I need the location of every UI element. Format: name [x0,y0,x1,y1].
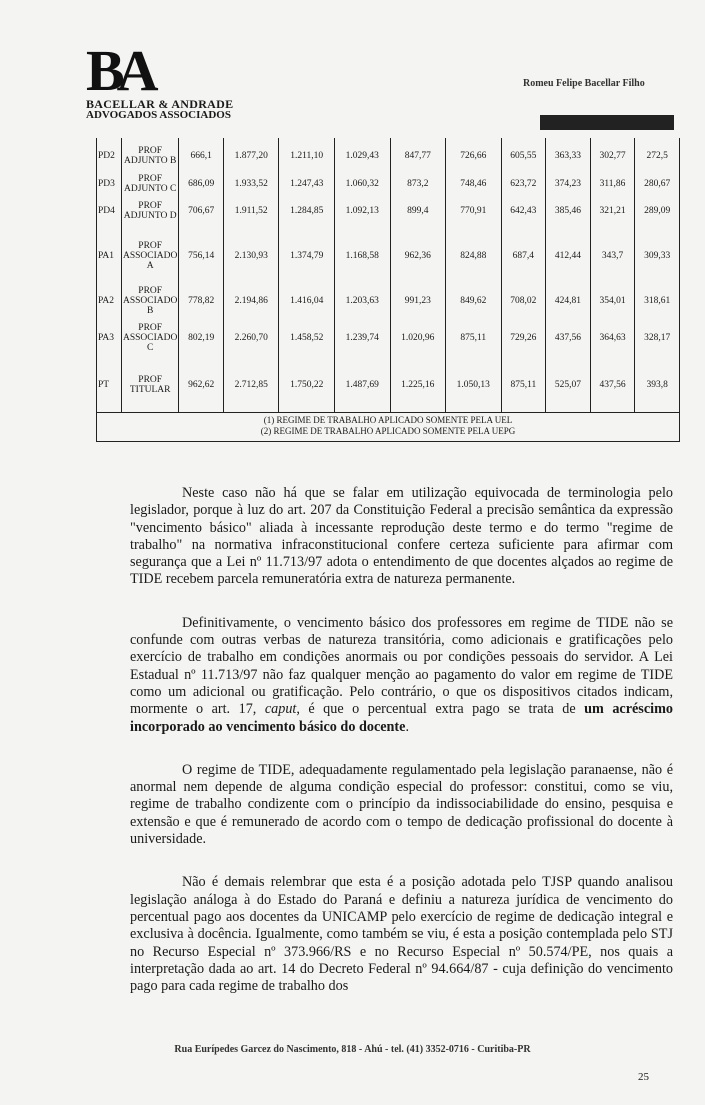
table-cell: 729,26 [501,318,546,358]
table-cell: 2.260,70 [223,318,279,358]
table-row [97,174,680,194]
table-cell: 875,11 [501,358,546,412]
table-cell: 1.225,16 [390,358,446,412]
table-cell: 726,66 [446,138,502,174]
table-cell: 1.284,85 [279,194,335,228]
table-cell: 1.203,63 [335,284,391,318]
table-cell: 875,11 [446,318,502,358]
table-cell: 873,2 [390,174,446,194]
table-cell: 393,8 [635,358,680,412]
table-cell: 686,09 [179,174,224,194]
table-cell: 770,91 [446,194,502,228]
table-cell: 1.211,10 [279,138,335,174]
row-code: PD4 [97,194,122,228]
table-cell: 687,4 [501,228,546,284]
logo-firm-subtitle: ADVOGADOS ASSOCIADOS [86,109,231,121]
table-cell: 437,56 [546,318,591,358]
table-cell: 1.029,43 [335,138,391,174]
paragraph-2 [130,615,673,736]
table-row [97,318,680,358]
row-title: PROF ASSOCIADO B [123,286,178,316]
row-code: PA1 [97,228,122,284]
table-cell: 385,46 [546,194,591,228]
table-cell: 412,44 [546,228,591,284]
table-cell: 2.130,93 [223,228,279,284]
row-title: PROF TITULAR [122,358,179,412]
paragraph-3: O regime de TIDE, adequadamente regulamentado pela legislação paranaense, não é anormal nem depende de alguma condição especial do professor: constitui, como se viu, regime de trabalho condizente com o princípio da indissociabilidade do ensino, pesquisa e extensão e que é remunerado de acordo com o tempo de dedicação profissional do docente à universidade. [130,761,673,848]
table-row [97,358,680,412]
table-cell: 525,07 [546,358,591,412]
paragraph-1: Neste caso não há que se falar em utilização equivocada de terminologia pelo legislador, porque à luz do art. 207 da Constituição Federal a precisão semântica da expressão "vencimento básico" aliada à incessante reprodução deste termo e do termo "regime de trabalho" na normativa infraconstitucional confere certeza suficiente para afirmar com segurança que a Lei nº 11.713/97 adota o entendimento de que docentes alçados ao regime de TIDE recebem parcela remuneratória extra de natureza permanente. [130,485,673,588]
row-title: PROF ADJUNTO B [122,138,179,174]
table-cell: 708,02 [501,284,546,318]
table-cell: 1.239,74 [335,318,391,358]
table-cell: 778,82 [179,284,224,318]
table-cell: 280,67 [635,174,680,194]
table-cell: 343,7 [590,228,635,284]
table-cell: 302,77 [590,138,635,174]
table-cell: 1.877,20 [223,138,279,174]
table-row [97,138,680,174]
salary-table [96,138,680,442]
table-row [97,284,680,318]
table-cell: 311,86 [590,174,635,194]
table-cell: 318,61 [635,284,680,318]
table-cell: 363,33 [546,138,591,174]
table-cell: 289,09 [635,194,680,228]
paragraph-4: Não é demais relembrar que esta é a posição adotada pelo TJSP quando analisou legislação análoga à do Estado do Paraná e definiu a natureza jurídica de vencimento do percentual pago aos docentes da UNICAMP pelo exercício de regime de dedicação integral e exclusiva à docência. Igualmente, como também se viu, é esta a posição contemplada pelo STJ no Recurso Especial nº 373.966/RS e no Recurso Especial nº 50.574/PE, nos quais a interpretação dada ao art. 14 do Decreto Federal nº 94.664/87 - cuja definição do vencimento pago para cada regime de trabalho dos [130,874,673,995]
p2-text: Definitivamente, o vencimento básico dos professores em regime de TIDE não se confunde com outras verbas de natureza transitória, como adicionais e gratificações pelo exercício de trabalho em condições anormais ou por condições pessoais do servidor. A Lei Estadual nº 11.713/97 não faz qualquer menção ao pagamento do valor em regime de TIDE como um adicional ou gratificação. Pelo contrário, o que os dispositivos citados indicam, mormente o art. 17, [130,614,673,718]
table-cell: 899,4 [390,194,446,228]
table-cell: 1.050,13 [446,358,502,412]
table-cell: 354,01 [590,284,635,318]
table-cell: 1.168,58 [335,228,391,284]
row-code: PA2 [97,284,122,318]
table-cell: 849,62 [446,284,502,318]
table-cell: 1.247,43 [279,174,335,194]
logo-mark: BA [86,38,151,103]
table-cell: 1.933,52 [223,174,279,194]
footnote: (2) REGIME DE TRABALHO APLICADO SOMENTE PELA UEPG [260,425,516,436]
table-cell: 424,81 [546,284,591,318]
table-cell: 374,23 [546,174,591,194]
table-cell: 962,36 [390,228,446,284]
table-cell: 847,77 [390,138,446,174]
row-title: PROF ADJUNTO D [122,194,179,228]
p2-end: . [405,718,410,735]
table-cell: 1.060,32 [335,174,391,194]
table-cell: 605,55 [501,138,546,174]
table-cell: 321,21 [590,194,635,228]
page-number: 25 [638,1071,649,1083]
firm-logo [86,38,286,121]
logo-firm-name: BACELLAR & ANDRADE [86,97,234,111]
row-code: PD2 [97,138,122,174]
table-cell: 1.458,52 [279,318,335,358]
table-cell: 962,62 [179,358,224,412]
p2-bold: um acréscimo incorporado ao vencimento básico do docente [130,701,673,735]
table-cell: 272,5 [635,138,680,174]
p2-italic: caput [264,701,297,718]
author-name: Romeu Felipe Bacellar Filho [523,78,645,89]
table-cell: 756,14 [179,228,224,284]
table-cell: 991,23 [390,284,446,318]
table-cell: 1.416,04 [279,284,335,318]
row-title: PROF ASSOCIADO A [122,228,179,284]
body-text [130,485,673,995]
table-cell: 1.487,69 [335,358,391,412]
table-cell: 364,63 [590,318,635,358]
row-title: PROF ADJUNTO C [122,174,179,194]
footer-address: Rua Eurípedes Garcez do Nascimento, 818 - Ahú - tel. (41) 3352-0716 - Curitiba-PR [174,1044,531,1055]
row-code: PA3 [97,318,122,358]
table-cell: 1.374,79 [279,228,335,284]
table-cell: 1.092,13 [335,194,391,228]
row-code: PD3 [97,174,122,194]
redaction-bar [540,115,674,130]
table-cell: 642,43 [501,194,546,228]
table-cell: 437,56 [590,358,635,412]
table-cell: 309,33 [635,228,680,284]
table-footnotes [97,412,680,441]
table-cell: 706,67 [179,194,224,228]
table-cell: 666,1 [179,138,224,174]
p2-text-2: , é que o percentual extra pago se trata de [296,701,585,718]
table-cell: 824,88 [446,228,502,284]
table-cell: 623,72 [501,174,546,194]
table-cell: 328,17 [635,318,680,358]
table-cell: 1.911,52 [223,194,279,228]
table-cell: 1.020,96 [390,318,446,358]
footnote-cell [97,412,680,441]
table-row [97,194,680,228]
table-row [97,228,680,284]
table-cell: 2.712,85 [223,358,279,412]
table-cell: 2.194,86 [223,284,279,318]
table-cell: 802,19 [179,318,224,358]
table-cell: 748,46 [446,174,502,194]
footnote: (1) REGIME DE TRABALHO APLICADO SOMENTE PELA UEL [263,414,513,425]
row-code: PT [97,358,122,412]
table-cell: 1.750,22 [279,358,335,412]
row-title: PROF ASSOCIADO C [122,318,179,358]
